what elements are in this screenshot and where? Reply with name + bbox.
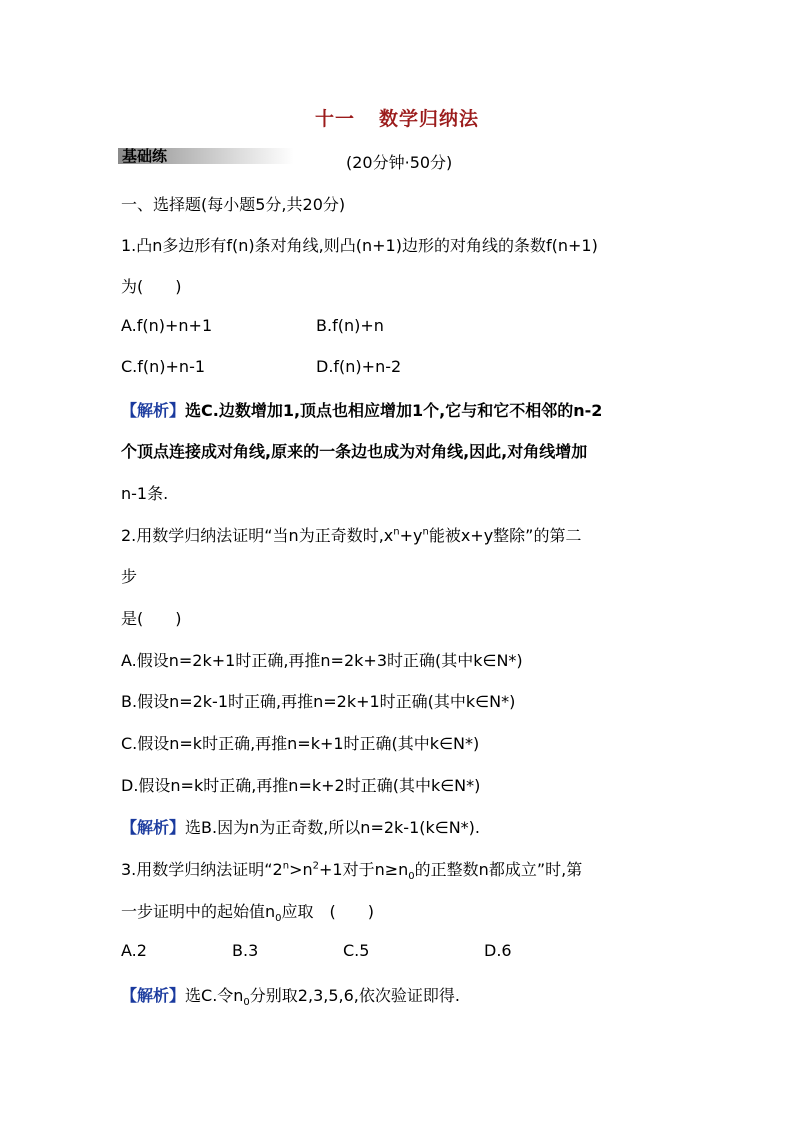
q3-stem-line2-sub: 0: [275, 913, 282, 925]
q1-stem-line2: 为( ): [121, 277, 182, 296]
q3-analysis-a: 选C.令n: [185, 986, 244, 1005]
time-score: (20分钟·50分): [346, 153, 453, 172]
q2-stem-a: 2.用数学归纳法证明“当n为正奇数时,x: [121, 526, 394, 545]
q1-option-a: A.f(n)+n+1: [121, 316, 213, 335]
q2-stem-line1: [121, 523, 581, 546]
q3-option-c: C.5: [343, 941, 370, 960]
q2-stem-c: 能被x+y整除”的第二: [428, 526, 582, 545]
q1-option-d: D.f(n)+n-2: [316, 357, 402, 376]
q3-stem-line2-b: 应取 ( ): [281, 902, 375, 921]
q3-stem-line2-a: 一步证明中的起始值n: [121, 902, 276, 921]
page-title: [0, 104, 794, 131]
title-number: 十一: [314, 108, 355, 130]
q1-analysis-line1: [121, 398, 602, 421]
section-tag: [118, 144, 294, 166]
q3-stem-line2: [121, 899, 374, 924]
q3-stem-a: 3.用数学归纳法证明“2: [121, 860, 283, 879]
q2-stem-sup1: n: [393, 526, 400, 538]
q3-option-d: D.6: [484, 941, 512, 960]
q3-stem-sup2: 2: [312, 860, 320, 872]
q3-stem-d: 的正整数n都成立”时,第: [414, 860, 583, 879]
q3-stem-sup1: n: [282, 860, 290, 872]
q3-analysis: [121, 983, 460, 1008]
q3-analysis-b: 分别取2,3,5,6,依次验证即得.: [249, 986, 460, 1005]
q1-stem-line1: 1.凸n多边形有f(n)条对角线,则凸(n+1)边形的对角线的条数f(n+1): [121, 236, 598, 255]
q1-analysis-line2: 个顶点连接成对角线,原来的一条边也成为对角线,因此,对角线增加: [121, 442, 588, 461]
q2-analysis: [121, 815, 480, 838]
q1-analysis-tag: 【解析】: [121, 401, 186, 420]
q1-analysis-line3: n-1条.: [121, 484, 169, 503]
q2-stem-line2: 步: [121, 567, 138, 586]
q2-stem-b: +y: [399, 526, 423, 545]
q3-analysis-sub: 0: [243, 997, 250, 1009]
q2-option-c: C.假设n=k时正确,再推n=k+1时正确(其中k∈N*): [121, 734, 480, 753]
section-tag-label: 基础练: [122, 147, 168, 165]
q3-stem-c: +1对于n≥n: [319, 860, 409, 879]
q3-option-a: A.2: [121, 941, 147, 960]
title-text: 数学归纳法: [379, 108, 480, 130]
q3-stem-sub: 0: [408, 871, 415, 883]
q2-analysis-text: 选B.因为n为正奇数,所以n=2k-1(k∈N*).: [185, 818, 480, 837]
q2-analysis-tag: 【解析】: [121, 818, 186, 837]
q2-stem-line3: 是( ): [121, 609, 182, 628]
q3-stem-line1: [121, 857, 582, 882]
q1-option-b: B.f(n)+n: [316, 316, 384, 335]
part-heading: 一、选择题(每小题5分,共20分): [121, 195, 346, 214]
q3-stem-b: >n: [289, 860, 313, 879]
q2-option-b: B.假设n=2k-1时正确,再推n=2k+1时正确(其中k∈N*): [121, 692, 516, 711]
q3-analysis-tag: 【解析】: [121, 986, 186, 1005]
q2-stem-sup2: n: [422, 526, 429, 538]
q1-option-c: C.f(n)+n-1: [121, 357, 206, 376]
q3-option-b: B.3: [232, 941, 259, 960]
q2-option-d: D.假设n=k时正确,再推n=k+2时正确(其中k∈N*): [121, 776, 481, 795]
q2-option-a: A.假设n=2k+1时正确,再推n=2k+3时正确(其中k∈N*): [121, 651, 523, 670]
q1-analysis-text1: 选C.边数增加1,顶点也相应增加1个,它与和它不相邻的n-2: [185, 401, 603, 420]
